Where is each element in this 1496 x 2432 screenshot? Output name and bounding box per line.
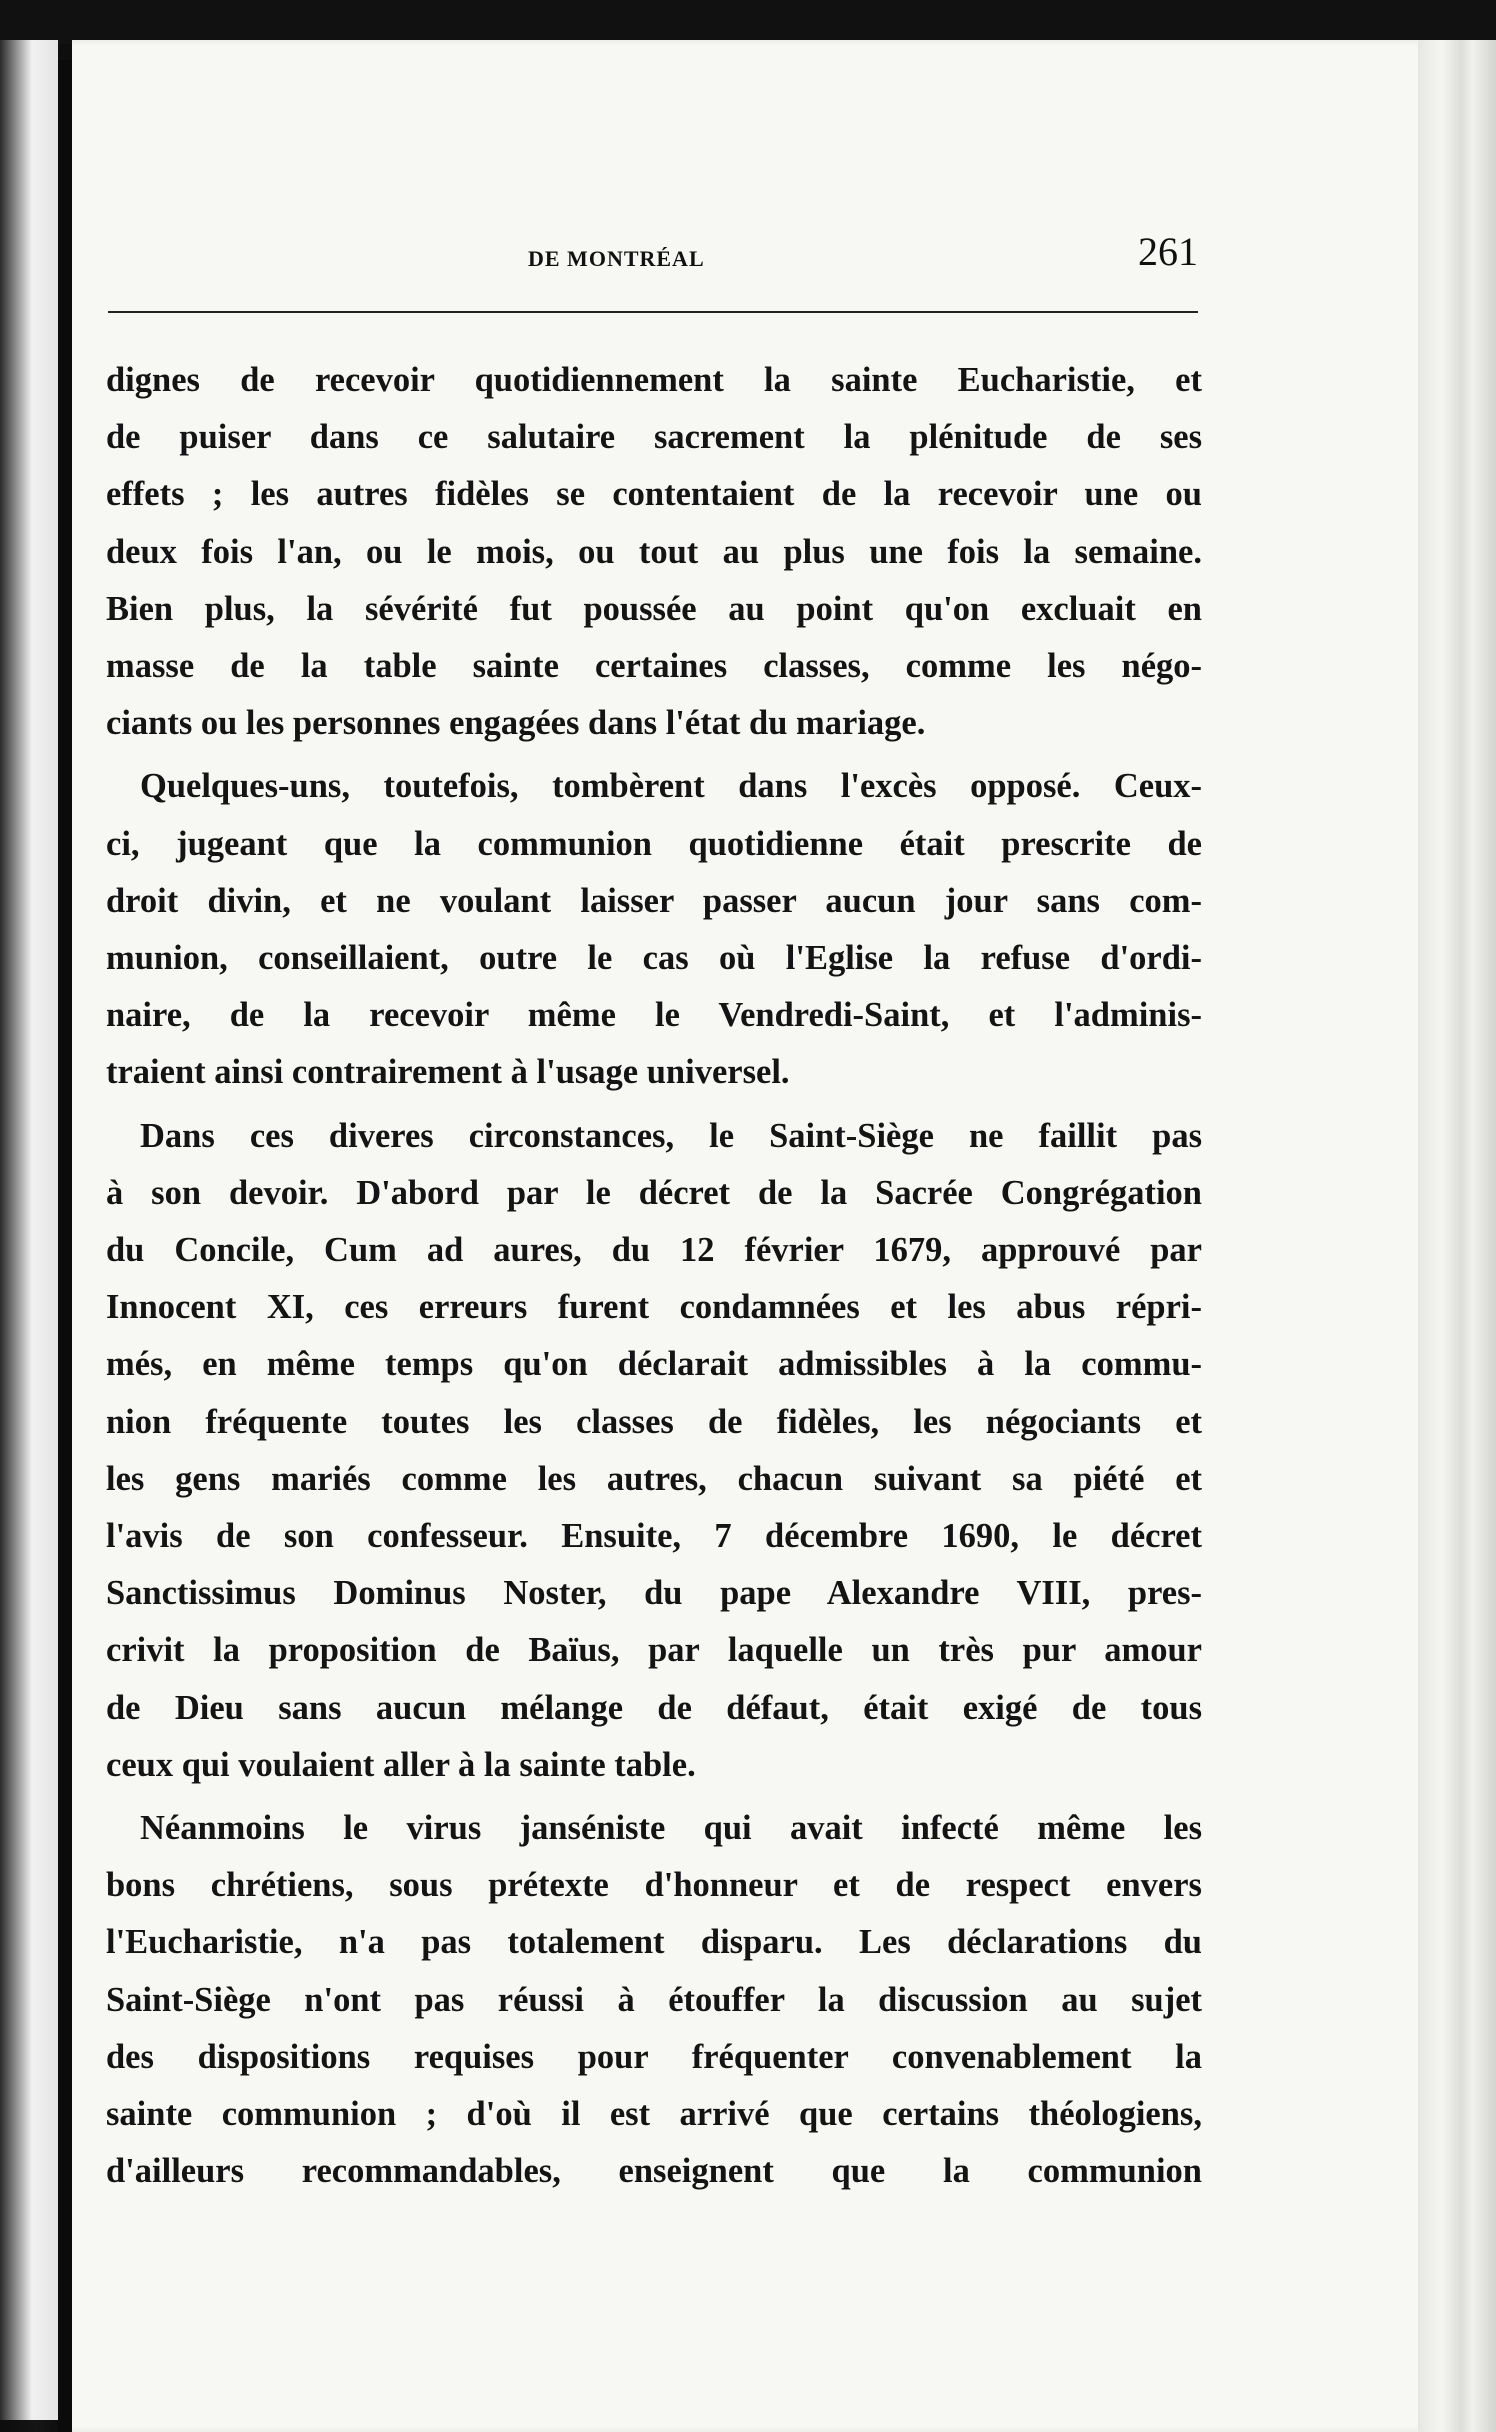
- text-line: masse de la table sainte certaines classes, comme les négo-: [106, 647, 1202, 686]
- text-line: traient ainsi contrairement à l'usage universel.: [106, 1053, 790, 1092]
- text-line: dignes de recevoir quotidiennement la sainte Eucharistie, et: [106, 361, 1202, 399]
- text-line: des dispositions requises pour fréquenter convenablement la: [106, 2037, 1202, 2076]
- text-line: droit divin, et ne voulant laisser passer aucun jour sans com-: [106, 881, 1202, 920]
- text-line: sainte communion ; d'où il est arrivé que certains théologiens,: [106, 2095, 1202, 2134]
- text-line: deux fois l'an, ou le mois, ou tout au plus une fois la semaine.: [106, 532, 1202, 571]
- text-line: Quelques-uns, toutefois, tombèrent dans l'excès opposé. Ceux-: [140, 767, 1202, 806]
- header-rule: [108, 311, 1198, 313]
- text-line: effets ; les autres fidèles se contentaient de la recevoir une ou: [106, 475, 1202, 514]
- scan-top-border: [0, 0, 1496, 44]
- text-line: les gens mariés comme les autres, chacun suivant sa piété et: [106, 1459, 1202, 1498]
- running-head: [108, 228, 1198, 288]
- text-line: ciants ou les personnes engagées dans l'état du mariage.: [106, 704, 926, 743]
- facing-page-edge: [0, 40, 58, 2420]
- text-line: naire, de la recevoir même le Vendredi-Saint, et l'adminis-: [106, 996, 1202, 1035]
- text-line: à son devoir. D'abord par le décret de la Sacrée Congrégation: [106, 1173, 1202, 1212]
- text-line: d'ailleurs recommandables, enseignent que la communion: [106, 2152, 1202, 2191]
- text-line: l'avis de son confesseur. Ensuite, 7 décembre 1690, le décret: [106, 1517, 1202, 1556]
- text-line: Sanctissimus Dominus Noster, du pape Alexandre VIII, pres-: [106, 1574, 1202, 1613]
- text-line: de puiser dans ce salutaire sacrement la plénitude de ses: [106, 418, 1202, 457]
- text-line: Néanmoins le virus janséniste qui avait infecté même les: [140, 1809, 1202, 1848]
- page-stack-edge: [1418, 40, 1496, 2432]
- book-gutter: [58, 60, 72, 2432]
- text-line: ceux qui voulaient aller à la sainte table.: [106, 1745, 696, 1784]
- text-line: més, en même temps qu'on déclarait admissibles à la commu-: [106, 1345, 1202, 1384]
- running-title: DE MONTRÉAL: [528, 246, 705, 271]
- text-line: l'Eucharistie, n'a pas totalement disparu. Les déclarations du: [106, 1923, 1202, 1962]
- text-line: Saint-Siège n'ont pas réussi à étouffer la discussion au sujet: [106, 1980, 1202, 2019]
- page-number: 261: [1138, 229, 1198, 274]
- text-line: Bien plus, la sévérité fut poussée au point qu'on excluait en: [106, 589, 1202, 628]
- text-line: Innocent XI, ces erreurs furent condamnées et les abus répri-: [106, 1288, 1202, 1327]
- body-text: [106, 352, 1202, 2201]
- text-line: crivit la proposition de Baïus, par laquelle un très pur amour: [106, 1631, 1202, 1670]
- text-line: ci, jugeant que la communion quotidienne était prescrite de: [106, 824, 1202, 863]
- text-line: nion fréquente toutes les classes de fidèles, les négociants et: [106, 1402, 1202, 1441]
- text-line: du Concile, Cum ad aures, du 12 février 1679, approuvé par: [106, 1231, 1202, 1270]
- text-line: bons chrétiens, sous prétexte d'honneur et de respect envers: [106, 1866, 1202, 1905]
- text-line: munion, conseillaient, outre le cas où l'Eglise la refuse d'ordi-: [106, 939, 1202, 978]
- text-line: de Dieu sans aucun mélange de défaut, était exigé de tous: [106, 1688, 1202, 1727]
- text-line: Dans ces diveres circonstances, le Saint-Siège ne faillit pas: [140, 1116, 1202, 1155]
